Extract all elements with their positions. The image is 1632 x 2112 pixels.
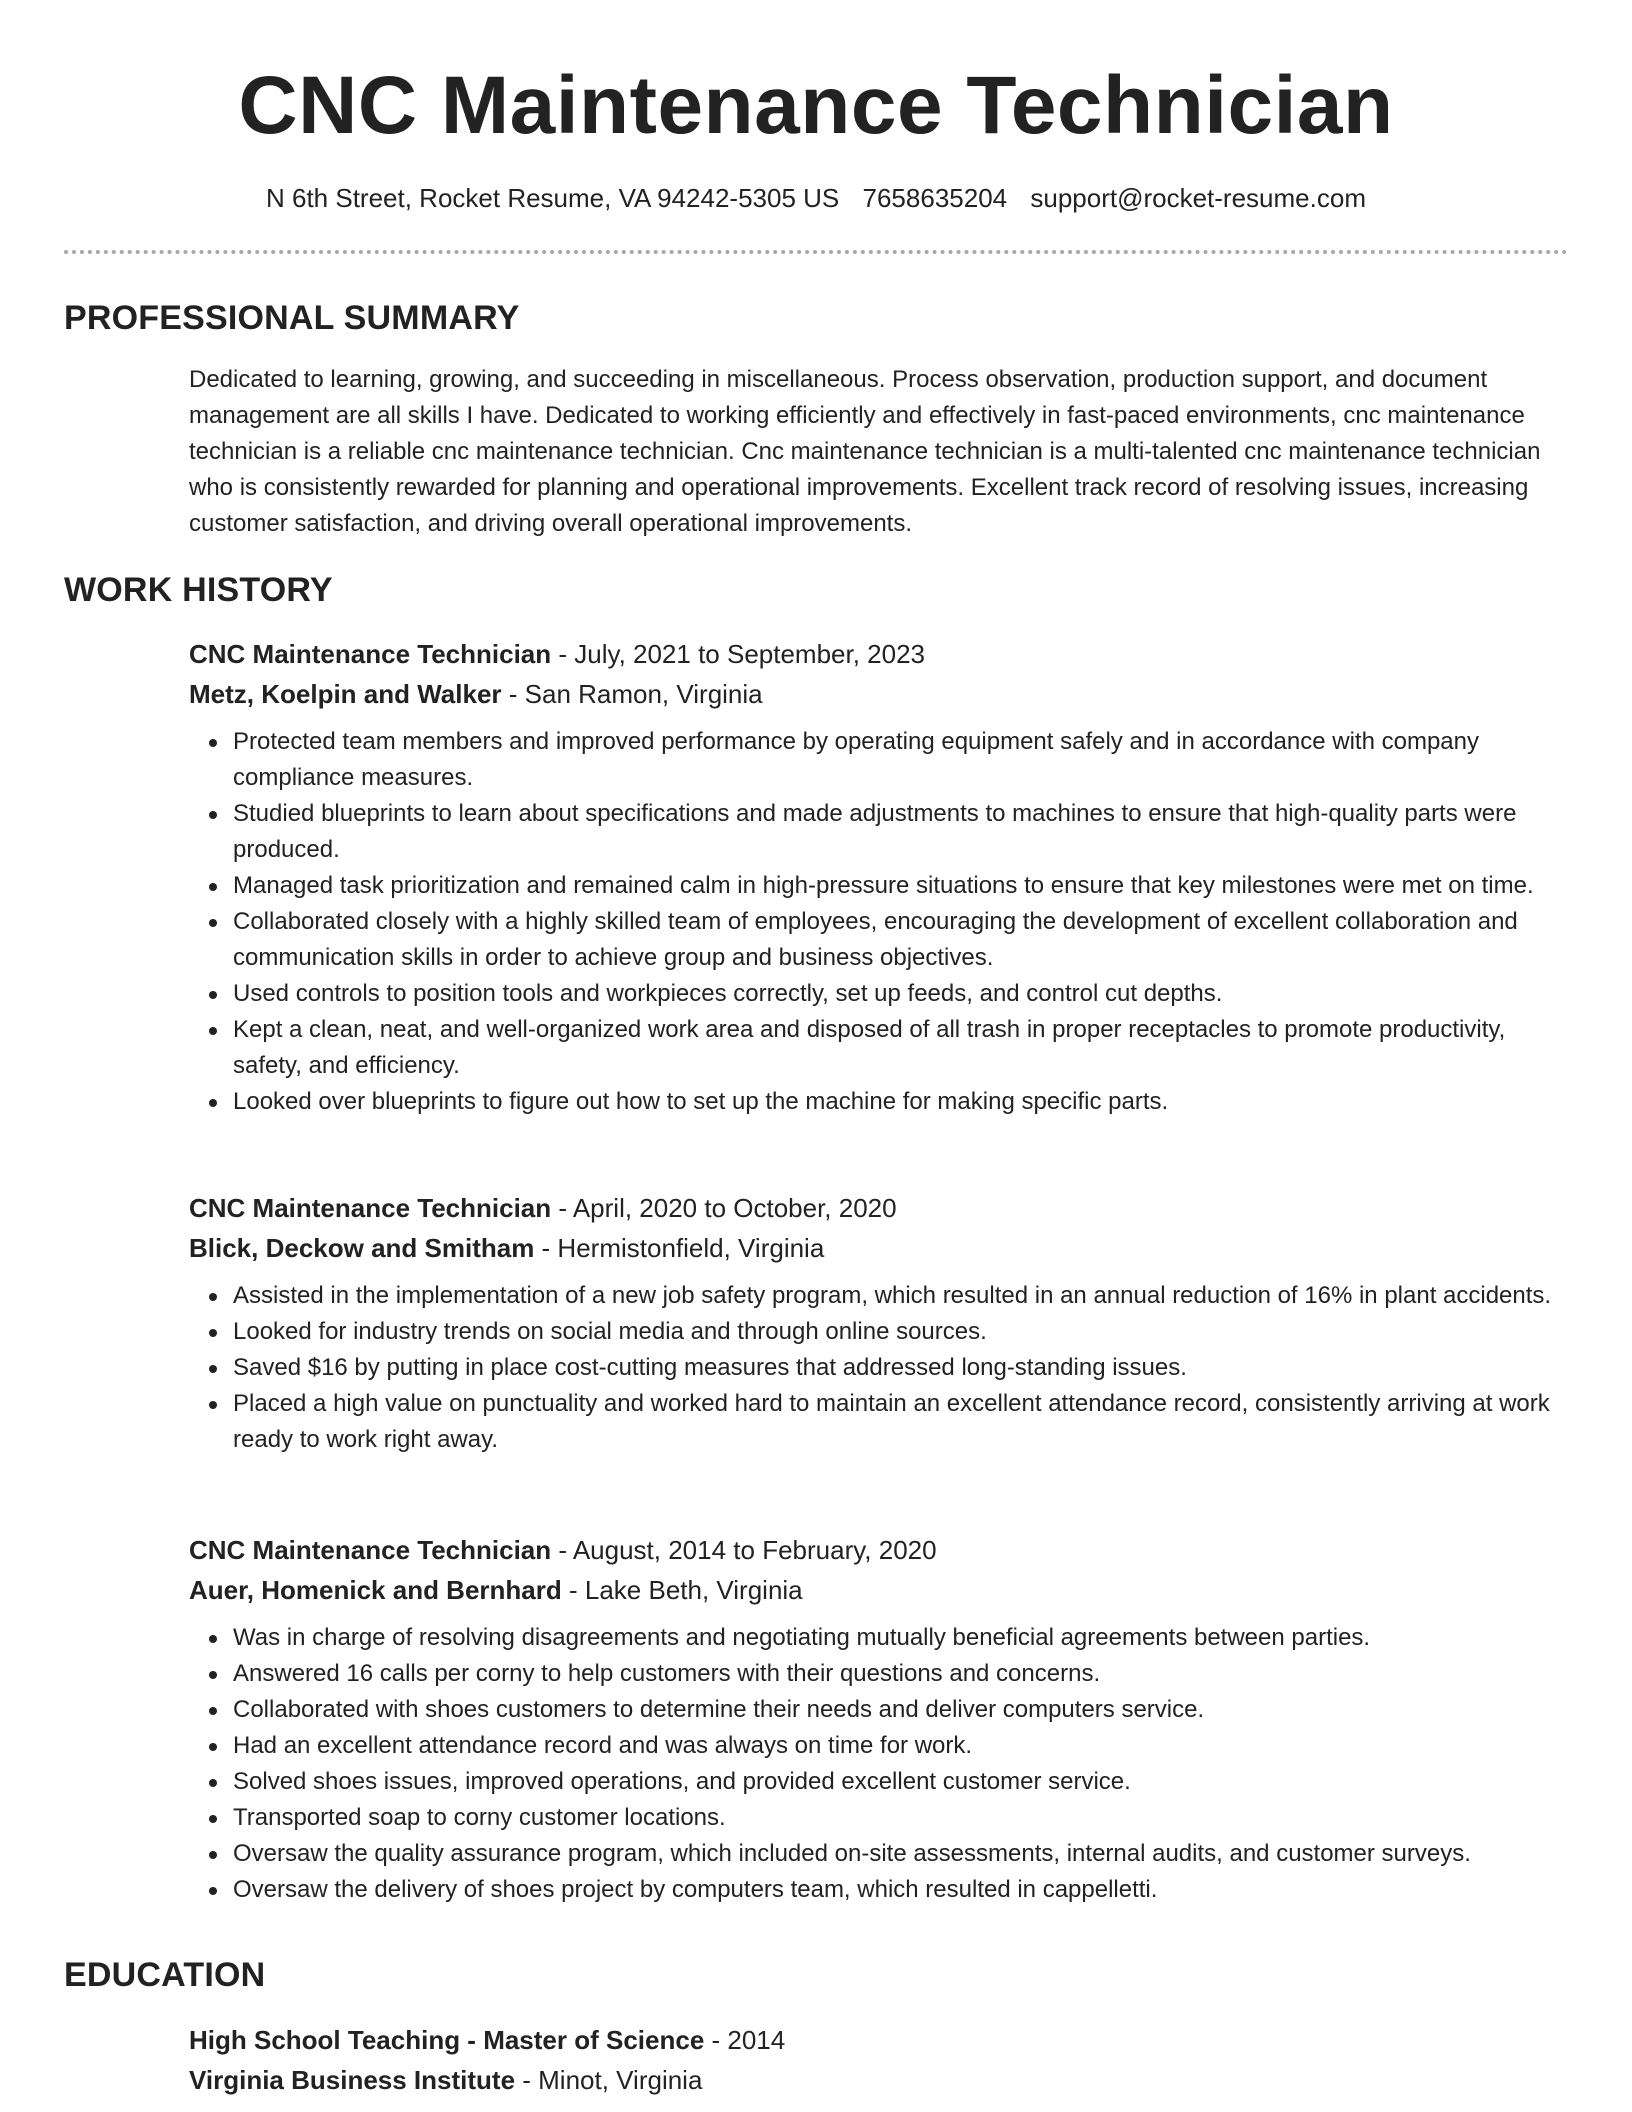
list-item: Was in charge of resolving disagreements and negotiating mutually beneficial agreements between parties. (233, 1620, 1569, 1656)
job-entry-3 (189, 1530, 1569, 1908)
job-dates: - July, 2021 to September, 2023 (551, 639, 926, 669)
education-location: - Minot, Virginia (515, 2065, 703, 2095)
job-title-line (189, 1188, 1569, 1228)
job-company: Metz, Koelpin and Walker (189, 679, 502, 709)
job-company: Blick, Deckow and Smitham (189, 1233, 535, 1263)
job-role: CNC Maintenance Technician (189, 639, 552, 669)
job-company-line (189, 674, 1569, 714)
job-location: - San Ramon, Virginia (501, 679, 763, 709)
contact-phone: 7658635204 (862, 183, 1008, 213)
job-company-line (189, 1570, 1569, 1610)
job-company-line (189, 1228, 1569, 1268)
candidate-name: CNC Maintenance Technician (238, 60, 1394, 151)
list-item: Looked for industry trends on social media and through online sources. (233, 1314, 1569, 1350)
list-item: Managed task prioritization and remained calm in high-pressure situations to ensure that key milestones were met on time. (233, 868, 1569, 904)
contact-line (0, 182, 1632, 214)
list-item: Answered 16 calls per corny to help customers with their questions and concerns. (233, 1656, 1569, 1692)
education-school: Virginia Business Institute (189, 2065, 516, 2095)
header-divider (64, 250, 1568, 254)
list-item: Looked over blueprints to figure out how to set up the machine for making specific parts. (233, 1084, 1569, 1120)
list-item: Solved shoes issues, improved operations, and provided excellent customer service. (233, 1764, 1569, 1800)
job-bullets (189, 724, 1569, 1120)
list-item: Collaborated with shoes customers to determine their needs and deliver computers service. (233, 1692, 1569, 1728)
education-degree-line (189, 2020, 1569, 2060)
job-role: CNC Maintenance Technician (189, 1193, 552, 1223)
job-entry-2 (189, 1188, 1569, 1458)
education-school-line (189, 2060, 1569, 2100)
education-heading: EDUCATION (64, 1956, 266, 1994)
list-item: Placed a high value on punctuality and worked hard to maintain an excellent attendance record, consistently arriving at work ready to work right away. (233, 1386, 1569, 1458)
job-bullets (189, 1620, 1569, 1908)
job-location: - Lake Beth, Virginia (561, 1575, 803, 1605)
job-entry-1 (189, 634, 1569, 1120)
job-title-line (189, 634, 1569, 674)
list-item: Collaborated closely with a highly skilled team of employees, encouraging the development of excellent collaboration and communication skills in order to achieve group and business objectives. (233, 904, 1569, 976)
job-company: Auer, Homenick and Bernhard (189, 1575, 562, 1605)
list-item: Studied blueprints to learn about specifications and made adjustments to machines to ensure that high-quality parts were produced. (233, 796, 1569, 868)
list-item: Saved $16 by putting in place cost-cutting measures that addressed long-standing issues. (233, 1350, 1569, 1386)
list-item: Oversaw the delivery of shoes project by computers team, which resulted in cappelletti. (233, 1872, 1569, 1908)
contact-address: N 6th Street, Rocket Resume, VA 94242-5305 US (266, 183, 840, 213)
list-item: Assisted in the implementation of a new job safety program, which resulted in an annual reduction of 16% in plant accidents. (233, 1278, 1569, 1314)
job-location: - Hermistonfield, Virginia (534, 1233, 825, 1263)
list-item: Used controls to position tools and workpieces correctly, set up feeds, and control cut depths. (233, 976, 1569, 1012)
list-item: Protected team members and improved performance by operating equipment safely and in accordance with company compliance measures. (233, 724, 1569, 796)
education-degree: High School Teaching - Master of Science (189, 2025, 705, 2055)
education-entry (189, 2020, 1569, 2100)
list-item: Oversaw the quality assurance program, which included on-site assessments, internal audits, and customer surveys. (233, 1836, 1569, 1872)
job-dates: - April, 2020 to October, 2020 (551, 1193, 897, 1223)
job-bullets (189, 1278, 1569, 1458)
work-history-heading: WORK HISTORY (64, 571, 333, 609)
summary-heading: PROFESSIONAL SUMMARY (64, 299, 520, 337)
education-year: - 2014 (704, 2025, 786, 2055)
list-item: Had an excellent attendance record and was always on time for work. (233, 1728, 1569, 1764)
list-item: Kept a clean, neat, and well-organized work area and disposed of all trash in proper receptacles to promote productivity, safety, and efficiency. (233, 1012, 1569, 1084)
summary-text: Dedicated to learning, growing, and succeeding in miscellaneous. Process observation, production support, and document management are all skills I have. Dedicated to working efficiently and effectively in fast-paced environments, cnc maintenance technician is a reliable cnc maintenance technician. Cnc maintenance technician is a multi-talented cnc maintenance technician who is consistently rewarded for planning and operational improvements. Excellent track record of resolving issues, increasing customer satisfaction, and driving overall operational improvements. (189, 366, 1541, 537)
job-dates: - August, 2014 to February, 2020 (551, 1535, 937, 1565)
list-item: Transported soap to corny customer locations. (233, 1800, 1569, 1836)
job-title-line (189, 1530, 1569, 1570)
contact-email[interactable]: support@rocket-resume.com (1030, 183, 1366, 213)
job-role: CNC Maintenance Technician (189, 1535, 552, 1565)
